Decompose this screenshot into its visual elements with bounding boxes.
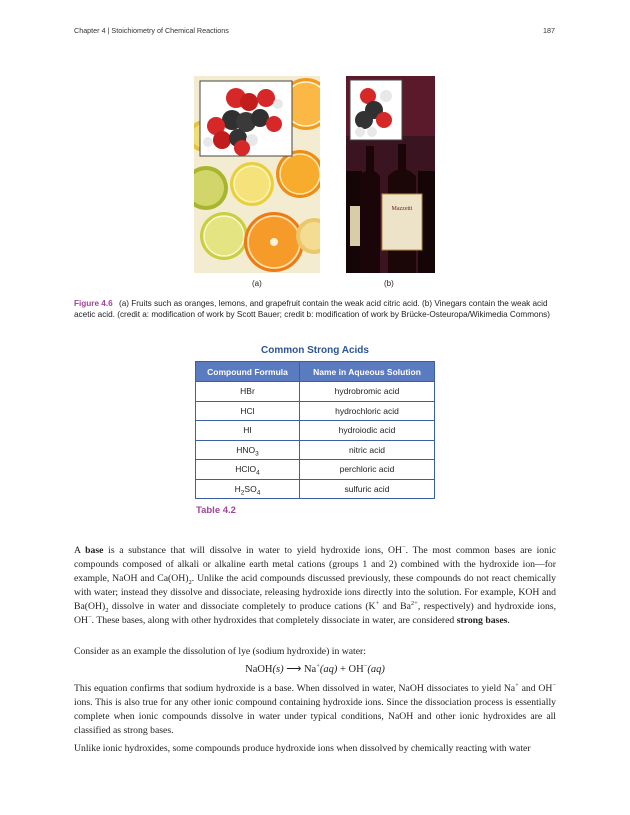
vinegar-photo — [346, 76, 435, 273]
term-strong-bases: strong bases — [456, 615, 508, 626]
paragraph-naoh-explanation: This equation confirms that sodium hydroxide is a base. When dissolved in water, NaOH dissociates to yield Na+ and OH− ions. This is also true for any other ionic compound containing hydroxide ions. Since the dissociation process is essentially complete when ionic compounds dissolve in water under typical conditions, NaOH and other ionic hydroxides are all classified as strong bases. — [74, 681, 557, 736]
column-header-formula: Compound Formula — [196, 362, 300, 382]
bottle-label — [382, 194, 422, 250]
orange-slice — [244, 212, 304, 272]
paragraph-ionic-hydroxides: Unlike ionic hydroxides, some compounds produce hydroxide ions when dissolved by chemically reacting with water — [74, 743, 531, 754]
paragraph-lye-intro: Consider as an example the dissolution of lye (sodium hydroxide) in water: — [74, 646, 366, 657]
acid-name-cell: hydrochloric acid — [300, 401, 435, 421]
column-header-name: Name in Aqueous Solution — [300, 362, 435, 382]
table-row — [196, 460, 435, 480]
vinegar-bottles-illustration — [346, 76, 435, 273]
compound-formula-cell: HCl — [196, 401, 300, 421]
compound-formula-cell: HBr — [196, 382, 300, 402]
lime-slice — [200, 212, 248, 260]
figure-caption — [74, 298, 554, 320]
bottle-label-left — [350, 206, 360, 246]
acid-name-cell: hydroiodic acid — [300, 421, 435, 441]
compound-formula-cell: HI — [196, 421, 300, 441]
compound-formula-cell: $HNO_3$ — [196, 440, 300, 460]
paragraph-base-definition: A base is a substance that will dissolve in water to yield hydroxide ions, OH−. The most common bases are ionic compounds composed of alkali or alkaline earth metal cations (groups 1 and 2) combined with the hydroxide ion—for example, NaOH and $Ca(OH)_2$. Unlike the acid compounds discussed previously, these compounds do not react chemically with water; instead they dissolve and dissociate, releasing hydroxide ions directly into the solution. For example, KOH and $Ba(OH)_2$ dissolve in water and dissociate completely to produce cations (K+ and $Ba^{2+}$, respectively) and hydroxide ions, OH−. These bases, along with other hydroxides that completely dissociate in water, are considered strong bases. — [74, 543, 556, 626]
table-header-row — [196, 362, 435, 382]
citrus-slices-illustration — [194, 76, 320, 273]
table-row — [196, 479, 435, 499]
term-base: base — [85, 545, 104, 556]
table-row — [196, 421, 435, 441]
table-title: Common Strong Acids — [261, 345, 369, 356]
dissociation-equation: NaOH(s) ⟶ Na+(aq) + OH−(aq) — [245, 662, 385, 675]
panel-b-label: (b) — [384, 279, 394, 288]
citrus-photo — [194, 76, 320, 273]
panel-a-label: (a) — [252, 279, 262, 288]
running-header-chapter: Chapter 4 | Stoichiometry of Chemical Reactions — [74, 26, 229, 35]
strong-acids-table — [195, 361, 435, 499]
compound-formula-cell: HClO$_4$ — [196, 460, 300, 480]
figure-caption-text: (a) Fruits such as oranges, lemons, and grapefruit contain the weak acid citric acid. (b) Vinegars contain the weak acid acetic acid. (credit a: modification of work by Scott Bauer; credit b: modification of work by Brücke-Osteuropa/Wikimedia Commons) — [74, 299, 550, 319]
page-number: 187 — [543, 26, 555, 35]
acid-name-cell: nitric acid — [300, 440, 435, 460]
table-row — [196, 440, 435, 460]
bottle-label-text: Mazzetti — [391, 206, 413, 212]
compound-formula-cell: $H_2SO_4$ — [196, 479, 300, 499]
acid-name-cell: sulfuric acid — [300, 479, 435, 499]
table-label: Table 4.2 — [196, 505, 236, 516]
acid-name-cell: hydrobromic acid — [300, 382, 435, 402]
acid-name-cell: perchloric acid — [300, 460, 435, 480]
table-row — [196, 401, 435, 421]
lemon-slice — [230, 162, 274, 206]
table-row — [196, 382, 435, 402]
figure-number: Figure 4.6 — [74, 299, 113, 308]
